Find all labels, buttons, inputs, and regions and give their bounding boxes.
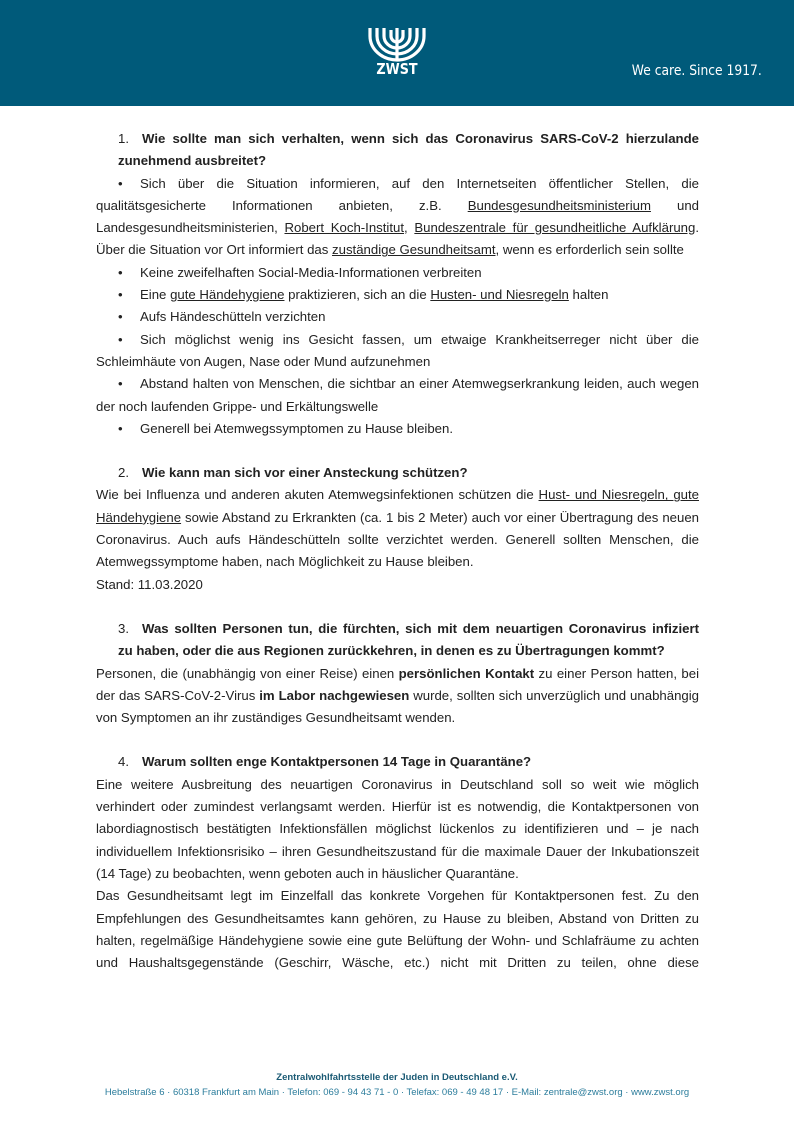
bullet-icon: • [118, 376, 123, 392]
section-2 [96, 462, 699, 596]
footer-organization: Zentralwohlfahrtsstelle der Juden in Deutschland e.V. [276, 1072, 518, 1083]
logo-text: ZWST [376, 60, 418, 78]
bullet-icon: • [118, 287, 123, 303]
bold-text: im Labor nachgewiesen [259, 687, 410, 703]
bullet-icon: • [118, 264, 123, 280]
list-item-text: Sich möglichst wenig ins Gesicht fassen, um etwaige Krankheitserreger nicht über die Schleimhäute von Augen, Nase oder Mund aufzunehmen [96, 331, 699, 369]
text: halten [568, 287, 609, 303]
zwst-logo [366, 26, 428, 78]
bullet-icon: • [118, 331, 123, 347]
list-item [96, 329, 699, 374]
text: , [404, 220, 415, 236]
section-number: 2. [118, 465, 129, 481]
text: Wie bei Influenza und anderen akuten Atemwegsinfektionen schützen die [96, 487, 539, 503]
section-paragraph: Eine weitere Ausbreitung des neuartigen Coronavirus in Deutschland soll so weit wie möglich verhindert oder zumindest verlangsamt werden. Hierfür ist es notwendig, die Kontaktpersonen von labordiagnostisch bestätigten Infektionsfällen möglichst lückenlos zu identifizieren und – je nach individuellem Infektionsrisiko – ihren Gesundheitszustand für die maximale Dauer der Inkubationszeit (14 Tage) zu beobachten, wenn geboten auch in häuslicher Quarantäne. [96, 776, 699, 881]
link-bundesgesundheitsministerium[interactable]: Bundesgesundheitsministerium [467, 197, 651, 213]
section-number: 1. [118, 131, 129, 146]
link-robert-koch-institut[interactable]: Robert Koch-Institut [284, 220, 405, 236]
section-body [96, 484, 699, 573]
text: praktizieren, sich an die [284, 287, 431, 303]
section-4 [96, 751, 699, 974]
text: wurde, sollten sich unverzüglich und unabhängig von Symptomen an ihr zuständiges Gesundheitsamt wenden. [96, 687, 699, 726]
section-title: Was sollten Personen tun, die fürchten, sich mit dem neuartigen Coronavirus infiziert [142, 620, 699, 636]
text: und Landesgesundheitsministerien, [96, 197, 699, 236]
text: Eine [140, 287, 171, 303]
section-title: Wie sollte man sich verhalten, wenn sich das Coronavirus SARS-CoV-2 hierzulande [142, 131, 699, 146]
section-1 [96, 128, 699, 440]
text: zu einer Person hatten, bei der das SARS-CoV-2-Virus [96, 665, 700, 703]
section-number: 3. [118, 620, 129, 636]
text: Sich über die Situation informieren, auf den Internetseiten öffentlicher Stellen, die qualitätsgesicherte Informationen anbieten, z.B. [96, 175, 699, 213]
list-item [96, 173, 699, 262]
list-item-text: Keine zweifelhaften Social-Media-Informationen verbreiten [140, 264, 482, 280]
bullet-icon: • [118, 175, 123, 191]
list-item-text: Generell bei Atemwegssymptomen zu Hause bleiben. [140, 420, 454, 436]
section-heading [96, 751, 699, 773]
section-title: Wie kann man sich vor einer Ansteckung schützen? [142, 465, 468, 481]
section-heading [96, 128, 699, 150]
text: sowie Abstand zu Erkrankten (ca. 1 bis 2 Meter) auch vor einer Übertragung des neuen Coronavirus. Auch aufs Händeschütteln sollte verzichtet werden. Generell sollten Menschen, die Atemwegssymptome haben, nach Möglichkeit zu Hause bleiben. [96, 509, 699, 570]
tagline: We care. Since 1917. [631, 63, 762, 79]
document-body [96, 128, 699, 974]
list-item [96, 284, 699, 306]
section-heading [96, 618, 699, 640]
section-number: 4. [118, 754, 129, 770]
list-item [96, 373, 699, 418]
list-item [96, 306, 699, 328]
bullet-icon: • [118, 420, 123, 436]
text: . Über die Situation vor Ort informiert das [96, 220, 700, 258]
page-header [0, 0, 794, 106]
list-item [96, 418, 699, 440]
link-husten-niesregeln[interactable]: Husten- und Niesregeln [430, 287, 569, 303]
bold-text: persönlichen Kontakt [398, 665, 535, 681]
section-title: Warum sollten enge Kontaktpersonen 14 Tage in Quarantäne? [142, 754, 532, 770]
link-hust-niesregeln-haendehygiene[interactable]: Hust- und Niesregeln, gute Händehygiene [96, 487, 699, 525]
list-item-text: Abstand halten von Menschen, die sichtbar an einer Atemwegserkrankung leiden, auch wegen der noch laufenden Grippe- und Erkältungswelle [96, 376, 699, 414]
menorah-icon [366, 26, 428, 62]
section-3 [96, 618, 699, 729]
bullet-icon: • [118, 309, 123, 325]
section-heading-cont [96, 150, 699, 172]
link-gesundheitsamt[interactable]: zuständige Gesundheitsamt [332, 242, 496, 258]
footer-address: Hebelstraße 6 · 60318 Frankfurt am Main · Telefon: 069 - 94 43 71 - 0 · Telefax: 069 - 49 48 17 · E-Mail: zentrale@zwst.org · www.zwst.org [104, 1087, 690, 1098]
list-item-text: Aufs Händeschütteln verzichten [140, 309, 326, 325]
section-heading [96, 462, 699, 484]
section-body [96, 663, 699, 730]
section-paragraph: Das Gesundheitsamt legt im Einzelfall das konkrete Vorgehen für Kontaktpersonen fest. Zu den Empfehlungen des Gesundheitsamtes kann gehören, zu Hause zu bleiben, Abstand von Dritten zu halten, regelmäßige Händehygiene sowie eine gute Belüftung der Wohn- und Schlafräume zu achten und Haushaltsgegenstände (Geschirr, Wäsche, etc.) nicht mit Dritten zu teilen, ohne diese [96, 888, 699, 971]
section-title-cont: zunehmend ausbreitet? [118, 153, 267, 169]
section-title-cont: zu haben, oder die aus Regionen zurückkehren, in denen es zu Übertragungen kommt? [118, 643, 665, 659]
list-item [96, 262, 699, 284]
link-bzga[interactable]: Bundeszentrale für gesundheitliche Aufklärung [414, 220, 696, 236]
text: , wenn es erforderlich sein sollte [495, 242, 684, 258]
link-haendehygiene[interactable]: gute Händehygiene [170, 287, 285, 303]
stand-date: Stand: 11.03.2020 [96, 576, 203, 592]
section-heading-cont [96, 640, 699, 662]
text: Personen, die (unabhängig von einer Reise) einen [96, 665, 399, 681]
